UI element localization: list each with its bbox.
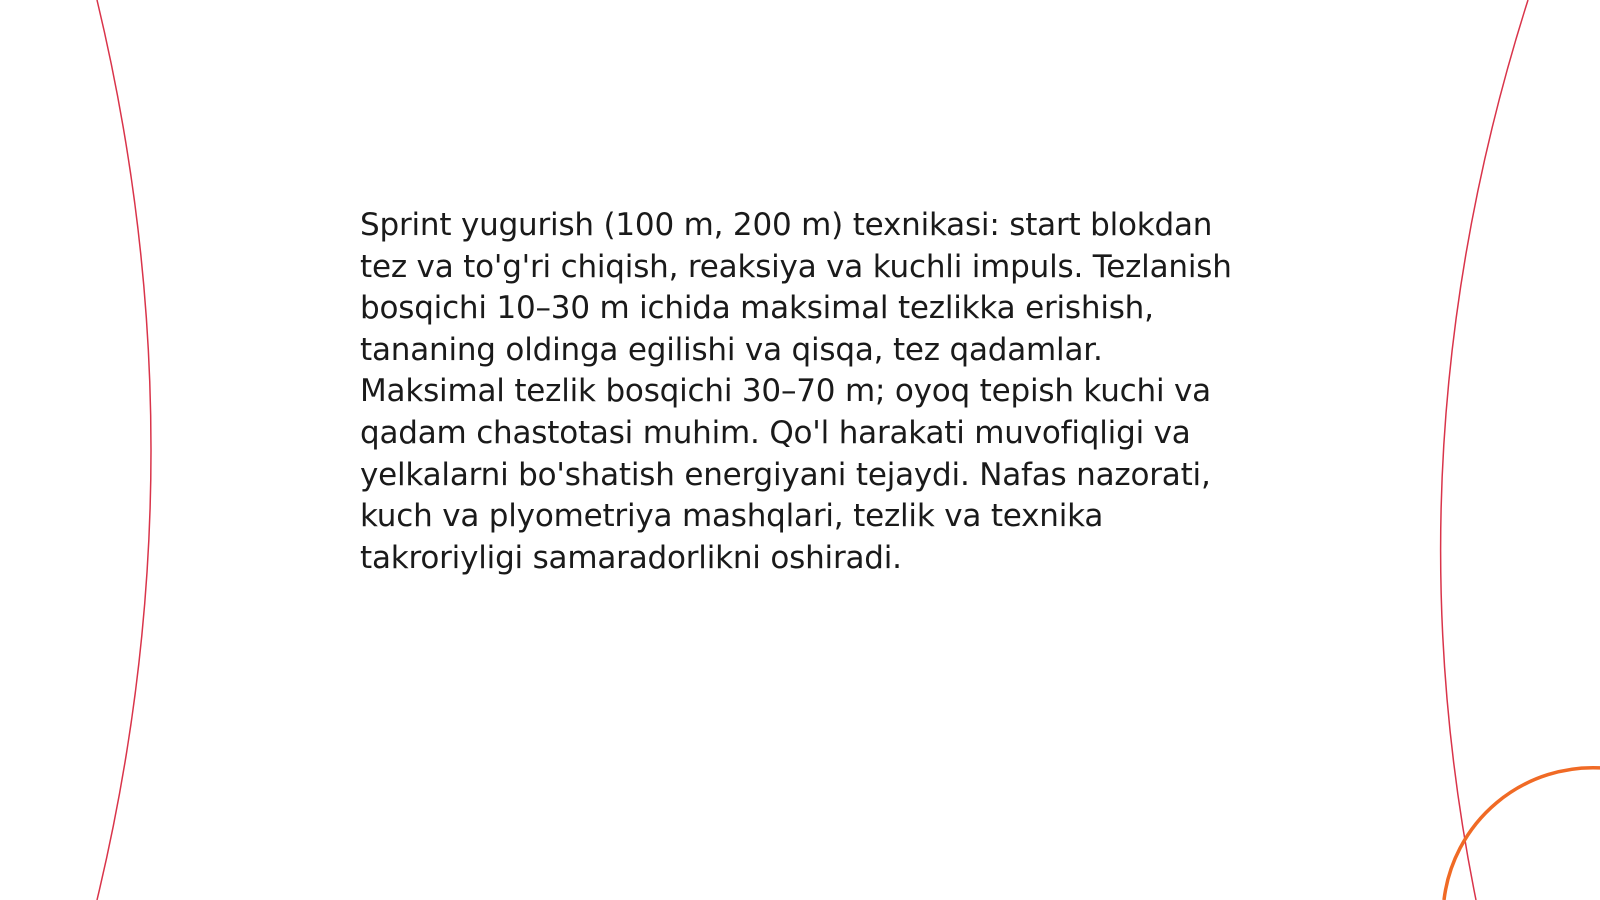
right-curve-line [1441, 0, 1528, 900]
body-text: Sprint yugurish (100 m, 200 m) texnikasi: start blokdan tez va to'g'ri chiqish, reaksiya va kuchli impuls. Tezlanish bosqichi 10–30 m ichida maksimal tezlikka erishish, tananing oldinga egilishi va qisqa, tez qadamlar. Maksimal tezlik bosqichi 30–70 m; oyoq tepish kuchi va qadam chastotasi muhim. Qo'l harakati muvofiqligi va yelkalarni bo'shatish energiyani tejaydi. Nafas nazorati, kuch va plyometriya mashqlari, tezlik va texnika takroriyligi samaradorlikni oshiradi. [360, 207, 1232, 576]
left-curve-line [97, 0, 151, 900]
corner-arc [1444, 768, 1600, 900]
